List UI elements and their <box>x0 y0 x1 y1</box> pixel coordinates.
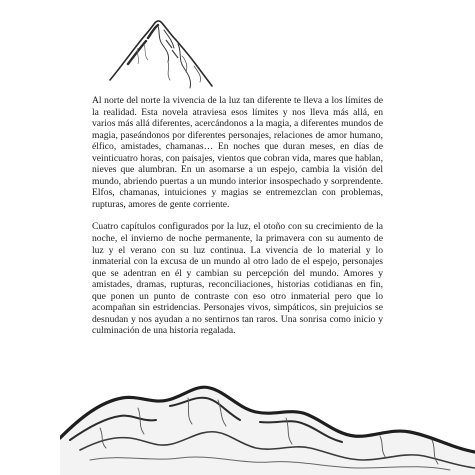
book-synopsis <box>92 95 383 337</box>
synopsis-paragraph-2: Cuatro capítulos configurados por la luz, el otoño con su crecimiento de la noche, el invierno de noche permanente, la primavera con su aumento de luz y el verano con su luz continua. La vivencia de lo material y lo inmaterial con la excusa de un mundo al otro lado de el espejo, personajes que se adentran en él y cambian su percepción del mundo. Amores y amistades, dramas, rupturas, reconciliaciones, historias cotidianas en fin, que ponen un punto de contraste con eso otro inmaterial pero que lo acompañan sin estridencias. Personajes vivos, simpáticos, sin prejuicios se desnudan y nos ayudan a no sentirnos tan raros. Una sonrisa como inicio y culminación de una historia regalada. <box>92 221 383 337</box>
synopsis-paragraph-1: Al norte del norte la vivencia de la luz tan diferente te lleva a los límites de la realidad. Esta novela atraviesa esos límites y nos lleva más allá, en varios más allá diferentes, acercándonos a la magia, a diferentes mundos de magia, paseándonos por diferentes personajes, relaciones de amor humano, élfico, amistades, chamanas… En noches que duran meses, en días de veinticuatro horas, con paisajes, vientos que cobran vida, mares que hablan, nieves que alumbran. En un asomarse a un espejo, cambia la visión del mundo, abriendo puertas a un mundo interior insospechado y sorprendente. Elfos, chamanas, intuiciones y magias se entremezclan con problemas, rupturas, amores de gente corriente. <box>92 95 383 210</box>
mountain-range-illustration <box>60 378 475 475</box>
mountain-peak-illustration <box>108 10 228 95</box>
